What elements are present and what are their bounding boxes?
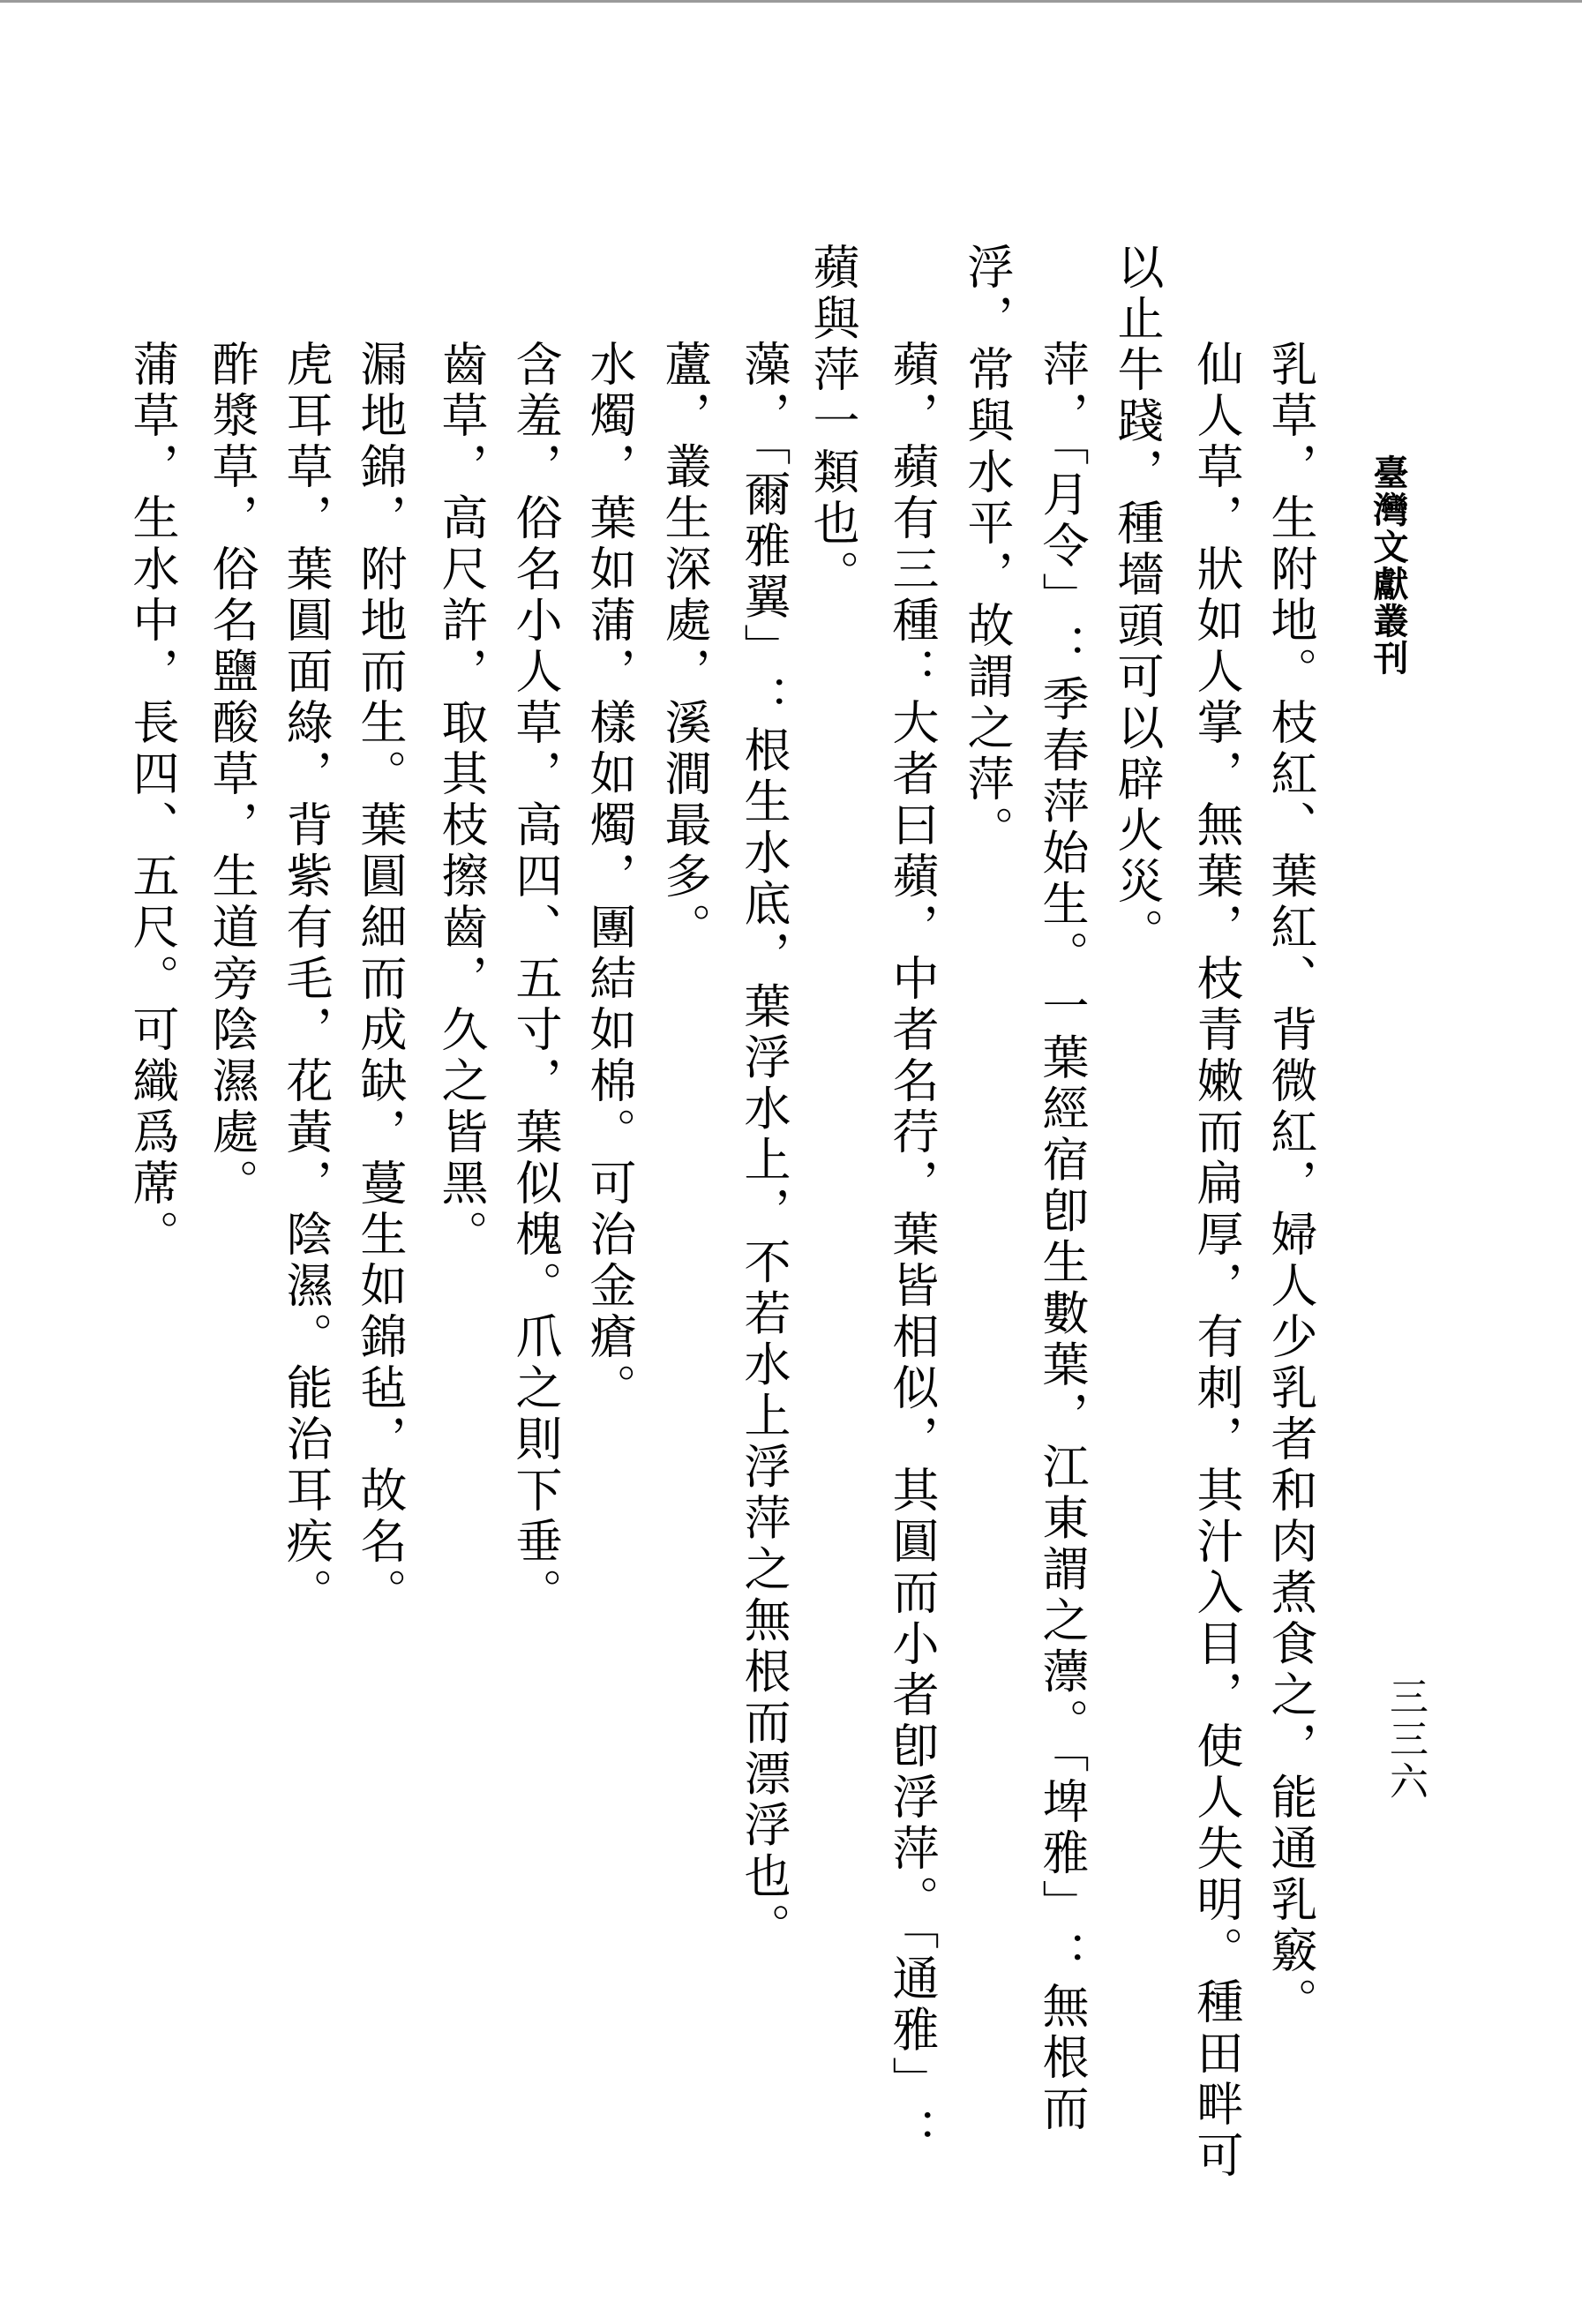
series-title: 臺灣文獻叢刊 — [1368, 454, 1409, 677]
text-column: 藻，「爾雅翼」：根生水底，葉浮水上，不若水上浮萍之無根而漂浮也。 — [737, 340, 791, 1954]
text-column: 含羞，俗名小人草，高四、五寸，葉似槐。爪之則下垂。 — [508, 340, 562, 1619]
text-column: 以止牛踐，種墻頭可以辟火災。 — [1110, 243, 1164, 959]
text-column: 乳草，生附地。枝紅、葉紅、背微紅，婦人少乳者和肉煮食之，能通乳竅。 — [1263, 340, 1317, 2028]
text-column: 仙人草，狀如人掌，無葉，枝青嫩而扁厚，有刺，其汁入目，使人失明。種田畔可 — [1189, 340, 1243, 2182]
text-column: 蘋與萍一類也。 — [806, 243, 859, 601]
text-column: 萍，「月令」：季春萍始生。一葉經宿卽生數葉，江東謂之薸。「埤雅」：無根而 — [1035, 340, 1089, 2135]
page-number: 三三六 — [1383, 1676, 1428, 1803]
text-column: 齒草，高尺許，取其枝擦齒，久之皆黑。 — [434, 340, 488, 1261]
text-column: 蘋，蘋有三種：大者曰蘋，中者名荇，葉皆相似，其圓而小者卽浮萍。「通雅」： — [885, 340, 939, 2159]
page-top-border — [0, 0, 1582, 3]
text-column: 蒲草，生水中，長四、五尺。可織爲蓆。 — [125, 340, 179, 1261]
text-column: 漏地錦，附地而生。葉圓細而成缺，蔓生如錦毡，故名。 — [353, 340, 407, 1619]
text-column: 酢漿草，俗名鹽酸草，生道旁陰濕處。 — [205, 340, 259, 1210]
text-column: 蘆，叢生深處，溪澗最多。 — [657, 340, 711, 954]
text-column: 虎耳草，葉圓面綠，背紫有毛，花黃，陰濕。能治耳疾。 — [279, 340, 333, 1619]
text-column: 浮，常與水平，故謂之萍。 — [960, 243, 1014, 857]
text-column: 水燭，葉如蒲，樣如燭，團結如棉。可治金瘡。 — [582, 340, 636, 1414]
